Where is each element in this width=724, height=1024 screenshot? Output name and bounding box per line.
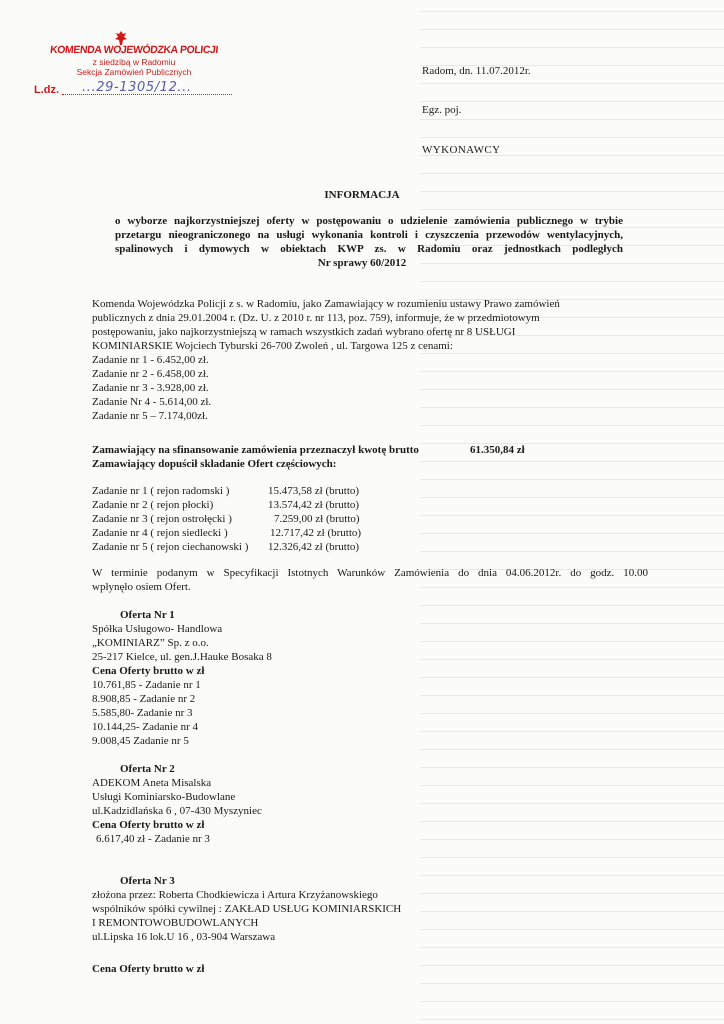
deadline-line-1: W terminie podanym w Specyfikacji Istotnych Warunków Zamówienia do dnia 04.06.2012r. do godz. 10.00 — [92, 567, 648, 579]
document-date: Radom, dn. 11.07.2012r. — [422, 65, 531, 77]
offer-3-company-4: ul.Lipska 16 lok.U 16 , 03-904 Warszawa — [92, 931, 276, 943]
winning-price-4: Zadanie Nr 4 - 5.614,00 zł. — [92, 396, 212, 408]
stamp-line-1: KOMENDA WOJEWÓDZKA POLICJI — [49, 44, 219, 56]
title-line-2: przetargu nieograniczonego na usługi wykonania kontroli i czyszczenia przewodów wentylacyjnych, — [115, 229, 623, 241]
budget-value: 61.350,84 zł — [470, 444, 525, 456]
title-line-1: o wyborze najkorzystniejszej oferty w postępowaniu o udzielenie zamówienia publicznego w trybie — [115, 215, 623, 227]
winning-price-5: Zadanie nr 5 – 7.174,00zł. — [92, 410, 208, 422]
offer-1-company-3: 25-217 Kielce, ul. gen.J.Hauke Bosaka 8 — [92, 651, 272, 663]
task-name-2: Zadanie nr 2 ( rejon płocki) — [92, 499, 214, 511]
offer-3-price-label: Cena Oferty brutto w zł — [92, 963, 205, 975]
task-name-4: Zadanie nr 4 ( rejon siedlecki ) — [92, 527, 228, 539]
offer-2-price-1: 6.617,40 zł - Zadanie nr 3 — [96, 833, 210, 845]
offer-2-price-label: Cena Oferty brutto w zł — [92, 819, 205, 831]
offer-1-price-5: 9.008,45 Zadanie nr 5 — [92, 735, 189, 747]
offer-2-company-1: ADEKOM Aneta Misalska — [92, 777, 212, 789]
offer-1-price-1: 10.761,85 - Zadanie nr 1 — [92, 679, 201, 691]
intro-line-4: KOMINIARSKIE Wojciech Tyburski 26-700 Zwoleń , ul. Targowa 125 z cenami: — [92, 340, 453, 352]
budget-label: Zamawiający na sfinansowanie zamówienia przeznaczył kwotę brutto — [92, 444, 419, 456]
registry-stamp — [34, 30, 244, 105]
task-amount-2: 13.574,42 zł (brutto) — [268, 499, 360, 511]
winning-price-2: Zadanie nr 2 - 6.458,00 zł. — [92, 368, 209, 380]
offer-1-company-2: „KOMINIARZ” Sp. z o.o. — [92, 637, 209, 649]
offer-1-price-4: 10.144,25- Zadanie nr 4 — [92, 721, 198, 733]
task-name-3: Zadanie nr 3 ( rejon ostrołęcki ) — [92, 513, 232, 525]
offer-3-company-2: wspólników spółki cywilnej : ZAKŁAD USŁUG KOMINIARSKICH — [92, 903, 402, 915]
recipient: WYKONAWCY — [422, 144, 501, 156]
offer-1-company-1: Spółka Usługowo- Handlowa — [92, 623, 223, 635]
winning-price-1: Zadanie nr 1 - 6.452,00 zł. — [92, 354, 209, 366]
offer-3-company-1: złożona przez: Roberta Chodkiewicza i Artura Krzyżanowskiego — [92, 889, 378, 901]
task-amount-3: 7.259,00 zł (brutto) — [274, 513, 360, 525]
offer-1-price-label: Cena Oferty brutto w zł — [92, 665, 205, 677]
intro-line-3: postępowaniu, jako najkorzystniejszą w ramach wszystkich zadań wybrano ofertę nr 8 USŁUGI — [92, 326, 516, 338]
offer-2-header: Oferta Nr 2 — [120, 763, 175, 775]
offer-2-company-3: ul.Kadzidlańska 6 , 07-430 Myszyniec — [92, 805, 262, 817]
document-title: INFORMACJA — [324, 189, 400, 201]
title-line-3: spalinowych i dymowych w obiektach KWP zs. w Radomiu oraz jednostkach podległych — [115, 243, 623, 255]
offer-2-company-2: Usługi Kominiarsko-Budowlane — [92, 791, 236, 803]
offer-1-price-2: 8.908,85 - Zadanie nr 2 — [92, 693, 196, 705]
copy-note: Egz. poj. — [422, 104, 462, 116]
deadline-line-2: wpłynęło osiem Ofert. — [92, 581, 191, 593]
partial-offers-note: Zamawiający dopuścił składanie Ofert częściowych: — [92, 458, 337, 470]
offer-1-header: Oferta Nr 1 — [120, 609, 175, 621]
winning-price-3: Zadanie nr 3 - 3.928,00 zł. — [92, 382, 209, 394]
task-amount-4: 12.717,42 zł (brutto) — [270, 527, 362, 539]
offer-1-price-3: 5.585,80- Zadanie nr 3 — [92, 707, 193, 719]
offer-3-company-3: I REMONTOWOBUDOWLANYCH — [92, 917, 259, 929]
stamp-line-2: z siedzibą w Radomiu — [92, 57, 176, 67]
stamp-line-3: Sekcja Zamówień Publicznych — [76, 67, 192, 77]
task-name-1: Zadanie nr 1 ( rejon radomski ) — [92, 485, 230, 497]
task-name-5: Zadanie nr 5 ( rejon ciechanowski ) — [92, 541, 249, 553]
stamp-ref-label: L.dz. — [34, 84, 60, 96]
task-amount-5: 12.326,42 zł (brutto) — [268, 541, 360, 553]
offer-3-header: Oferta Nr 3 — [120, 875, 175, 887]
task-amount-1: 15.473,58 zł (brutto) — [268, 485, 360, 497]
case-number: Nr sprawy 60/2012 — [317, 257, 407, 269]
intro-line-1: Komenda Wojewódzka Policji z s. w Radomiu, jako Zamawiający w rozumieniu ustawy Prawo zamówień — [92, 298, 560, 310]
handwritten-reference: ...29-1305/12... — [82, 80, 192, 95]
intro-line-2: publicznych z dnia 29.01.2004 r. (Dz. U. z 2010 r. nr 113, poz. 759), informuje, że w przedmiotowym — [92, 312, 540, 324]
